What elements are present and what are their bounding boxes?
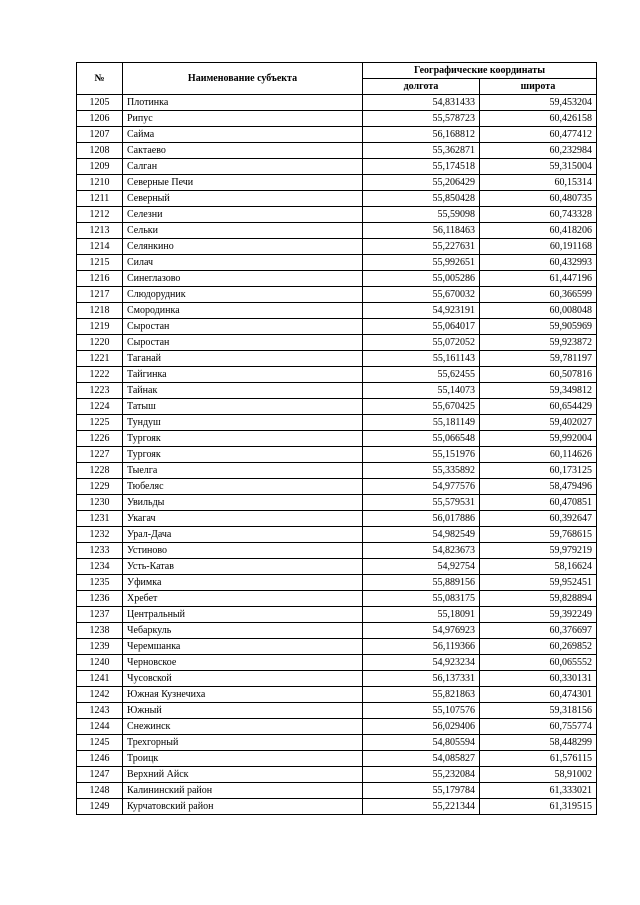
row-longitude: 55,174518 — [363, 159, 480, 175]
row-longitude: 54,085827 — [363, 751, 480, 767]
table-row — [77, 303, 597, 319]
row-latitude: 61,576115 — [480, 751, 597, 767]
row-name: Селезни — [123, 207, 363, 223]
row-name: Устиново — [123, 543, 363, 559]
row-longitude: 55,821863 — [363, 687, 480, 703]
table-row — [77, 175, 597, 191]
row-longitude: 55,670425 — [363, 399, 480, 415]
row-longitude: 55,066548 — [363, 431, 480, 447]
row-latitude: 60,743328 — [480, 207, 597, 223]
table-row — [77, 319, 597, 335]
table-row — [77, 207, 597, 223]
row-name: Хребет — [123, 591, 363, 607]
row-longitude: 55,161143 — [363, 351, 480, 367]
row-longitude: 54,977576 — [363, 479, 480, 495]
row-name: Тайгинка — [123, 367, 363, 383]
row-longitude: 56,017886 — [363, 511, 480, 527]
table-row — [77, 527, 597, 543]
row-longitude: 55,889156 — [363, 575, 480, 591]
row-number: 1235 — [77, 575, 123, 591]
row-number: 1248 — [77, 783, 123, 799]
row-number: 1240 — [77, 655, 123, 671]
row-number: 1210 — [77, 175, 123, 191]
row-number: 1244 — [77, 719, 123, 735]
table-row — [77, 95, 597, 111]
row-name: Северные Печи — [123, 175, 363, 191]
row-name: Слюдорудник — [123, 287, 363, 303]
table-row — [77, 495, 597, 511]
row-number: 1231 — [77, 511, 123, 527]
table-row — [77, 255, 597, 271]
row-longitude: 55,578723 — [363, 111, 480, 127]
row-longitude: 55,005286 — [363, 271, 480, 287]
table-row — [77, 511, 597, 527]
row-longitude: 54,923191 — [363, 303, 480, 319]
row-latitude: 60,470851 — [480, 495, 597, 511]
table-row — [77, 639, 597, 655]
row-latitude: 59,768615 — [480, 527, 597, 543]
row-number: 1213 — [77, 223, 123, 239]
row-longitude: 56,137331 — [363, 671, 480, 687]
row-name: Тайнак — [123, 383, 363, 399]
row-name: Чусовской — [123, 671, 363, 687]
table-row — [77, 767, 597, 783]
row-number: 1220 — [77, 335, 123, 351]
row-latitude: 60,477412 — [480, 127, 597, 143]
row-name: Сыростан — [123, 335, 363, 351]
row-number: 1211 — [77, 191, 123, 207]
table-row — [77, 479, 597, 495]
row-name: Южный — [123, 703, 363, 719]
table-row — [77, 719, 597, 735]
row-number: 1222 — [77, 367, 123, 383]
table-row — [77, 543, 597, 559]
row-longitude: 55,107576 — [363, 703, 480, 719]
row-latitude: 58,479496 — [480, 479, 597, 495]
row-latitude: 60,507816 — [480, 367, 597, 383]
row-latitude: 58,16624 — [480, 559, 597, 575]
row-number: 1247 — [77, 767, 123, 783]
row-longitude: 55,18091 — [363, 607, 480, 623]
table-row — [77, 751, 597, 767]
row-number: 1216 — [77, 271, 123, 287]
row-longitude: 55,227631 — [363, 239, 480, 255]
row-longitude: 55,992651 — [363, 255, 480, 271]
row-name: Черемшанка — [123, 639, 363, 655]
row-longitude: 55,232084 — [363, 767, 480, 783]
table-body — [77, 95, 597, 815]
row-number: 1227 — [77, 447, 123, 463]
row-longitude: 54,923234 — [363, 655, 480, 671]
row-number: 1241 — [77, 671, 123, 687]
table-row — [77, 367, 597, 383]
row-longitude: 56,029406 — [363, 719, 480, 735]
row-number: 1224 — [77, 399, 123, 415]
row-name: Троицк — [123, 751, 363, 767]
row-number: 1232 — [77, 527, 123, 543]
row-longitude: 56,168812 — [363, 127, 480, 143]
row-name: Увильды — [123, 495, 363, 511]
row-latitude: 60,191168 — [480, 239, 597, 255]
row-name: Укагач — [123, 511, 363, 527]
row-number: 1208 — [77, 143, 123, 159]
row-number: 1236 — [77, 591, 123, 607]
row-longitude: 56,119366 — [363, 639, 480, 655]
header-latitude: широта — [480, 79, 597, 95]
row-longitude: 55,335892 — [363, 463, 480, 479]
row-latitude: 59,781197 — [480, 351, 597, 367]
row-name: Сельки — [123, 223, 363, 239]
row-latitude: 58,448299 — [480, 735, 597, 751]
row-name: Сыростан — [123, 319, 363, 335]
row-latitude: 59,905969 — [480, 319, 597, 335]
row-latitude: 60,426158 — [480, 111, 597, 127]
row-latitude: 59,828894 — [480, 591, 597, 607]
row-number: 1230 — [77, 495, 123, 511]
header-longitude: долгота — [363, 79, 480, 95]
row-longitude: 55,206429 — [363, 175, 480, 191]
row-number: 1225 — [77, 415, 123, 431]
row-latitude: 59,402027 — [480, 415, 597, 431]
row-latitude: 60,065552 — [480, 655, 597, 671]
row-latitude: 60,173125 — [480, 463, 597, 479]
table-row — [77, 735, 597, 751]
row-latitude: 58,91002 — [480, 767, 597, 783]
table-row — [77, 159, 597, 175]
row-name: Снежинск — [123, 719, 363, 735]
row-name: Силач — [123, 255, 363, 271]
table-row — [77, 447, 597, 463]
row-number: 1212 — [77, 207, 123, 223]
row-longitude: 54,823673 — [363, 543, 480, 559]
row-latitude: 60,232984 — [480, 143, 597, 159]
row-number: 1233 — [77, 543, 123, 559]
row-latitude: 60,392647 — [480, 511, 597, 527]
row-name: Чебаркуль — [123, 623, 363, 639]
table-row — [77, 127, 597, 143]
row-latitude: 61,333021 — [480, 783, 597, 799]
row-latitude: 60,418206 — [480, 223, 597, 239]
row-longitude: 55,064017 — [363, 319, 480, 335]
table-row — [77, 559, 597, 575]
row-name: Курчатовский район — [123, 799, 363, 815]
row-longitude: 56,118463 — [363, 223, 480, 239]
row-number: 1215 — [77, 255, 123, 271]
table-row — [77, 191, 597, 207]
row-number: 1205 — [77, 95, 123, 111]
row-name: Таганай — [123, 351, 363, 367]
row-longitude: 54,831433 — [363, 95, 480, 111]
row-longitude: 55,579531 — [363, 495, 480, 511]
row-name: Урал-Дача — [123, 527, 363, 543]
row-latitude: 59,952451 — [480, 575, 597, 591]
table-row — [77, 591, 597, 607]
row-latitude: 60,269852 — [480, 639, 597, 655]
row-name: Тюбеляс — [123, 479, 363, 495]
row-latitude: 59,992004 — [480, 431, 597, 447]
table-row — [77, 399, 597, 415]
row-latitude: 59,315004 — [480, 159, 597, 175]
table-row — [77, 687, 597, 703]
row-latitude: 60,366599 — [480, 287, 597, 303]
coordinates-table — [76, 62, 597, 815]
row-number: 1245 — [77, 735, 123, 751]
row-name: Южная Кузнечиха — [123, 687, 363, 703]
table-row — [77, 655, 597, 671]
row-number: 1223 — [77, 383, 123, 399]
row-name: Тургояк — [123, 447, 363, 463]
row-latitude: 60,114626 — [480, 447, 597, 463]
row-name: Усть-Катав — [123, 559, 363, 575]
table-row — [77, 335, 597, 351]
table-row — [77, 223, 597, 239]
row-longitude: 55,670032 — [363, 287, 480, 303]
row-name: Северный — [123, 191, 363, 207]
row-latitude: 60,330131 — [480, 671, 597, 687]
header-name: Наименование субъекта — [123, 63, 363, 95]
row-name: Черновское — [123, 655, 363, 671]
row-latitude: 61,319515 — [480, 799, 597, 815]
row-longitude: 55,083175 — [363, 591, 480, 607]
row-name: Плотинка — [123, 95, 363, 111]
row-latitude: 60,432993 — [480, 255, 597, 271]
row-latitude: 60,376697 — [480, 623, 597, 639]
row-number: 1221 — [77, 351, 123, 367]
table-row — [77, 799, 597, 815]
row-name: Салган — [123, 159, 363, 175]
row-latitude: 60,008048 — [480, 303, 597, 319]
row-name: Сайма — [123, 127, 363, 143]
table-row — [77, 383, 597, 399]
table-row — [77, 415, 597, 431]
row-number: 1218 — [77, 303, 123, 319]
row-latitude: 60,474301 — [480, 687, 597, 703]
row-name: Синеглазово — [123, 271, 363, 287]
row-name: Сактаево — [123, 143, 363, 159]
row-latitude: 60,654429 — [480, 399, 597, 415]
row-number: 1246 — [77, 751, 123, 767]
row-number: 1242 — [77, 687, 123, 703]
row-longitude: 55,62455 — [363, 367, 480, 383]
row-latitude: 60,480735 — [480, 191, 597, 207]
table-row — [77, 287, 597, 303]
row-longitude: 55,179784 — [363, 783, 480, 799]
table-row — [77, 143, 597, 159]
row-longitude: 55,14073 — [363, 383, 480, 399]
row-name: Смородинка — [123, 303, 363, 319]
table-row — [77, 351, 597, 367]
table-row — [77, 703, 597, 719]
row-latitude: 59,392249 — [480, 607, 597, 623]
row-longitude: 55,181149 — [363, 415, 480, 431]
row-latitude: 59,453204 — [480, 95, 597, 111]
row-longitude: 55,072052 — [363, 335, 480, 351]
table-header — [77, 63, 597, 95]
row-number: 1207 — [77, 127, 123, 143]
row-number: 1234 — [77, 559, 123, 575]
row-longitude: 55,59098 — [363, 207, 480, 223]
row-name: Верхний Айск — [123, 767, 363, 783]
row-number: 1226 — [77, 431, 123, 447]
table-row — [77, 463, 597, 479]
row-longitude: 54,92754 — [363, 559, 480, 575]
row-latitude: 61,447196 — [480, 271, 597, 287]
row-number: 1209 — [77, 159, 123, 175]
table-row — [77, 671, 597, 687]
row-name: Тундуш — [123, 415, 363, 431]
row-latitude: 60,15314 — [480, 175, 597, 191]
row-latitude: 59,979219 — [480, 543, 597, 559]
row-number: 1249 — [77, 799, 123, 815]
table-row — [77, 239, 597, 255]
row-number: 1214 — [77, 239, 123, 255]
row-latitude: 59,318156 — [480, 703, 597, 719]
table-row — [77, 111, 597, 127]
row-name: Рипус — [123, 111, 363, 127]
row-name: Калининский район — [123, 783, 363, 799]
row-name: Селянкино — [123, 239, 363, 255]
header-coordinates: Географические координаты — [363, 63, 597, 79]
table-row — [77, 783, 597, 799]
table-row — [77, 575, 597, 591]
row-number: 1229 — [77, 479, 123, 495]
row-number: 1239 — [77, 639, 123, 655]
table-row — [77, 431, 597, 447]
row-longitude: 55,221344 — [363, 799, 480, 815]
row-name: Тургояк — [123, 431, 363, 447]
row-number: 1243 — [77, 703, 123, 719]
row-name: Центральный — [123, 607, 363, 623]
row-number: 1217 — [77, 287, 123, 303]
row-name: Трехгорный — [123, 735, 363, 751]
row-number: 1228 — [77, 463, 123, 479]
row-latitude: 59,923872 — [480, 335, 597, 351]
row-number: 1219 — [77, 319, 123, 335]
table-row — [77, 271, 597, 287]
row-longitude: 54,976923 — [363, 623, 480, 639]
row-name: Уфимка — [123, 575, 363, 591]
row-number: 1206 — [77, 111, 123, 127]
row-longitude: 55,151976 — [363, 447, 480, 463]
row-name: Татыш — [123, 399, 363, 415]
row-longitude: 54,982549 — [363, 527, 480, 543]
row-latitude: 60,755774 — [480, 719, 597, 735]
row-longitude: 55,362871 — [363, 143, 480, 159]
row-name: Тыелга — [123, 463, 363, 479]
row-number: 1237 — [77, 607, 123, 623]
row-latitude: 59,349812 — [480, 383, 597, 399]
row-number: 1238 — [77, 623, 123, 639]
row-longitude: 54,805594 — [363, 735, 480, 751]
header-number: № — [77, 63, 123, 95]
row-longitude: 55,850428 — [363, 191, 480, 207]
table-row — [77, 623, 597, 639]
table-row — [77, 607, 597, 623]
